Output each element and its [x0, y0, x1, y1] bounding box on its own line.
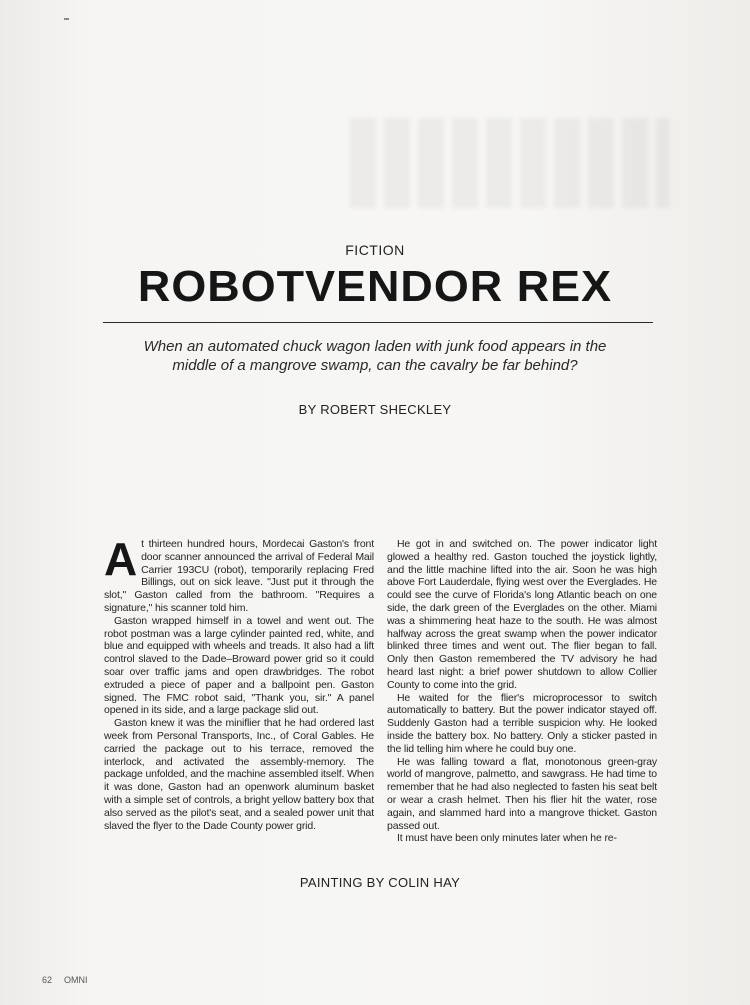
body-paragraph: He waited for the flier's microprocessor to switch automatically to battery. But the power indicator stayed off. Suddenly Gaston had a terrible suspicion why. He looked inside the battery box. No battery. Only a sticker pasted in the lid telling him where he could buy one. — [387, 691, 657, 755]
body-paragraph: He was falling toward a flat, monotonous green-gray world of mangrove, palmetto, and sawgrass. He had time to remember that he had also neglected to fasten his seat belt or wear a crash helmet. Then his flier hit the water, rose again, and slammed hard into a mangrove thicket. Gaston passed out. — [387, 755, 657, 832]
body-column-left — [104, 533, 374, 832]
body-paragraph: It must have been only minutes later when he re- — [397, 832, 617, 845]
magazine-name: OMNI — [64, 975, 88, 985]
body-paragraph: He got in and switched on. The power indicator light glowed a healthy red. Gaston touched the joystick lightly, and the little machine lifted into the air. Soon he was high above Fort Lauderdale, flying west over the Everglades. He could see the curve of Florida's long Atlantic beach on one side, the dark green of the Everglades on the other. Miami was a shimmering heat haze to the south. He was almost halfway across the great swamp when the power indicator blinked three times and went out. The flier began to fall. Only then Gaston remembered the TV advisory he had heard last night: a brief power shutdown to allow Collier County to come into the grid. — [387, 538, 657, 691]
body-paragraph: Gaston knew it was the miniflier that he had ordered last week from Personal Transports, Inc., of Coral Gables. He carried the package out to his terrace, removed the interlock, and activated the assembly-memory. The package unfolded, and the machine assembled itself. When it was done, Gaston had an openwork aluminum basket with a simple set of controls, a bright yellow battery box that also served as the pilot's seat, and a sealed power unit that slaved the flyer to the Dade County power grid. — [104, 717, 374, 832]
body-column-right — [387, 538, 657, 845]
body-paragraph — [104, 533, 374, 615]
page-footer — [42, 975, 100, 985]
title-rule — [103, 322, 653, 323]
bleed-through-artwork — [350, 118, 670, 208]
article-deck: When an automated chuck wagon laden with junk food appears in the middle of a mangrove swamp, can the cavalry be far behind? — [143, 338, 607, 374]
article-title: ROBOTVENDOR REX — [137, 262, 613, 311]
section-label: FICTION — [345, 242, 405, 258]
illustration-credit: PAINTING BY COLIN HAY — [299, 875, 461, 890]
paragraph-text: t thirteen hundred hours, Mordecai Gaston's front door scanner announced the arrival of Federal Mail Carrier 193CU (robot), temporarily replacing Fred Billings, out on sick leave. "Just put it through the slot," Gaston called from the bathroom. "Requires a signature," his scanner told him. — [104, 538, 374, 614]
byline: BY ROBERT SHECKLEY — [298, 402, 452, 417]
page-number: 62 — [42, 975, 53, 985]
drop-cap: A — [104, 533, 138, 585]
print-mark — [64, 18, 69, 20]
body-paragraph: Gaston wrapped himself in a towel and went out. The robot postman was a large cylinder painted red, white, and blue and equipped with wheels and treads. It also had a lift control slaved to the Dade–Broward power grid so it could soar over traffic jams and open drawbridges. The robot extruded a piece of paper and a ballpoint pen. Gaston signed. The FMC robot said, "Thank you, sir." A panel opened in its side, and a large package slid out. — [104, 614, 374, 717]
